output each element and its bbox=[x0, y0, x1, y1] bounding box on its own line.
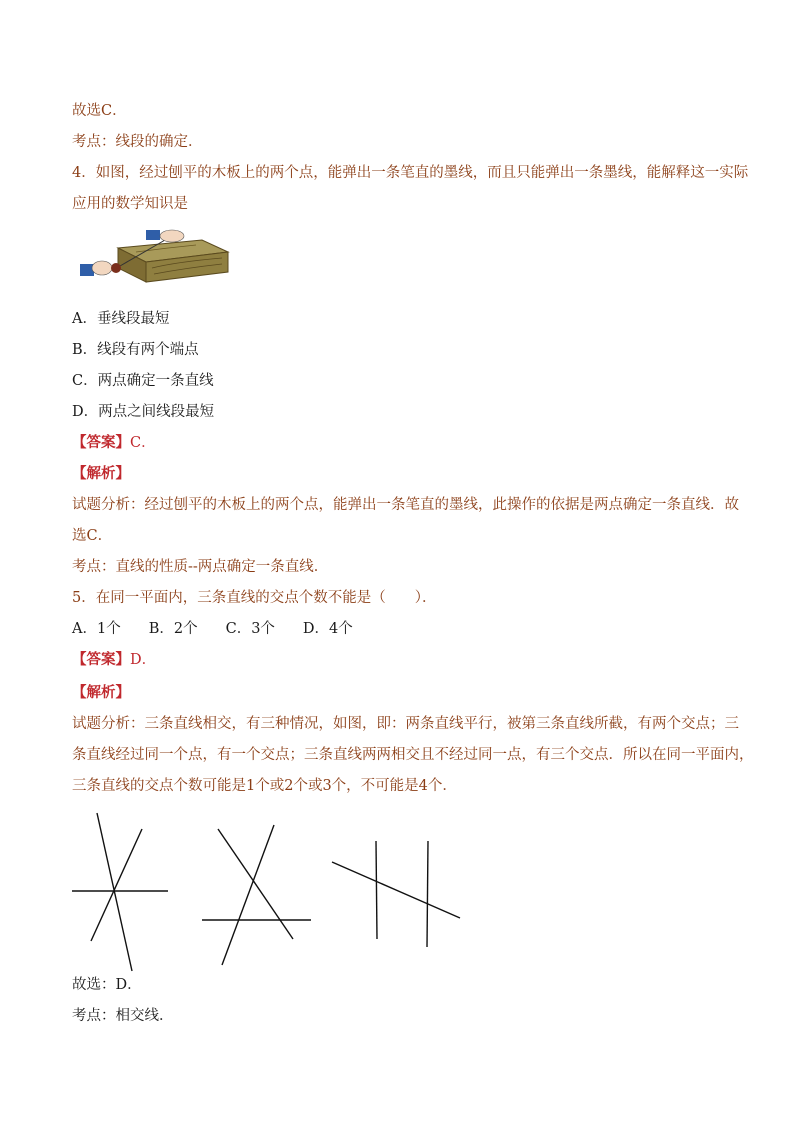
q5-analysis-line3: 三条直线的交点个数可能是1个或2个或3个，不可能是4个． bbox=[72, 778, 457, 794]
q4-option-d: D．两点之间线段最短 bbox=[72, 404, 215, 420]
q5-analysis-line1: 试题分析：三条直线相交，有三种情况，如图，即：两条直线平行，被第三条直线所截，有两个交点；三 bbox=[72, 716, 739, 732]
q5-analysis-line2: 条直线经过同一个点，有一个交点；三条直线两两相交且不经过同一点，有三个交点．所以在同一平面内， bbox=[72, 747, 754, 763]
q4-answer bbox=[72, 433, 156, 453]
q5-choice: 故选：D． bbox=[72, 977, 142, 993]
concurrent-lines-figure bbox=[72, 813, 168, 971]
q5-option-b: B．2个 bbox=[148, 621, 198, 637]
q4-option-b: B．线段有两个端点 bbox=[72, 342, 199, 358]
q4-analysis-line2: 选C． bbox=[72, 528, 113, 544]
q4-stem-line1: 4．如图，经过刨平的木板上的两个点，能弹出一条笔直的墨线，而且只能弹出一条墨线，能解释这一实际 bbox=[72, 165, 749, 181]
q3-choice: 故选C． bbox=[72, 103, 127, 119]
q4-point: 考点：直线的性质--两点确定一条直线． bbox=[72, 559, 329, 575]
triangle-lines-figure bbox=[202, 825, 311, 965]
q4-analysis-line1: 试题分析：经过刨平的木板上的两个点，能弹出一条笔直的墨线，此操作的依据是两点确定一条直线．故 bbox=[72, 497, 739, 513]
q4-stem-line2: 应用的数学知识是 bbox=[72, 196, 188, 212]
answer-label: 【答案】 bbox=[72, 434, 130, 451]
q3-point: 考点：线段的确定． bbox=[72, 134, 203, 150]
parallel-transversal-figure bbox=[332, 841, 460, 947]
q5-option-a: A．1个 bbox=[72, 621, 121, 637]
board-illustration bbox=[76, 226, 231, 286]
q5-options bbox=[72, 619, 381, 639]
analysis-label: 【解析】 bbox=[72, 684, 130, 701]
q4-analysis-label bbox=[72, 464, 130, 484]
answer-label: 【答案】 bbox=[72, 651, 130, 668]
q4-option-a: A．垂线段最短 bbox=[72, 311, 170, 327]
q5-option-c: C．3个 bbox=[225, 621, 275, 637]
q5-option-d: D．4个 bbox=[302, 621, 353, 637]
three-lines-diagram bbox=[60, 805, 480, 975]
answer-value: D． bbox=[130, 652, 157, 668]
q5-point: 考点：相交线． bbox=[72, 1008, 174, 1024]
q5-stem: 5．在同一平面内，三条直线的交点个数不能是（ ）． bbox=[72, 590, 437, 606]
analysis-label: 【解析】 bbox=[72, 465, 130, 482]
q5-analysis-label bbox=[72, 683, 130, 703]
answer-value: C． bbox=[130, 435, 156, 451]
q5-answer bbox=[72, 650, 156, 670]
q4-option-c: C．两点确定一条直线 bbox=[72, 373, 214, 389]
